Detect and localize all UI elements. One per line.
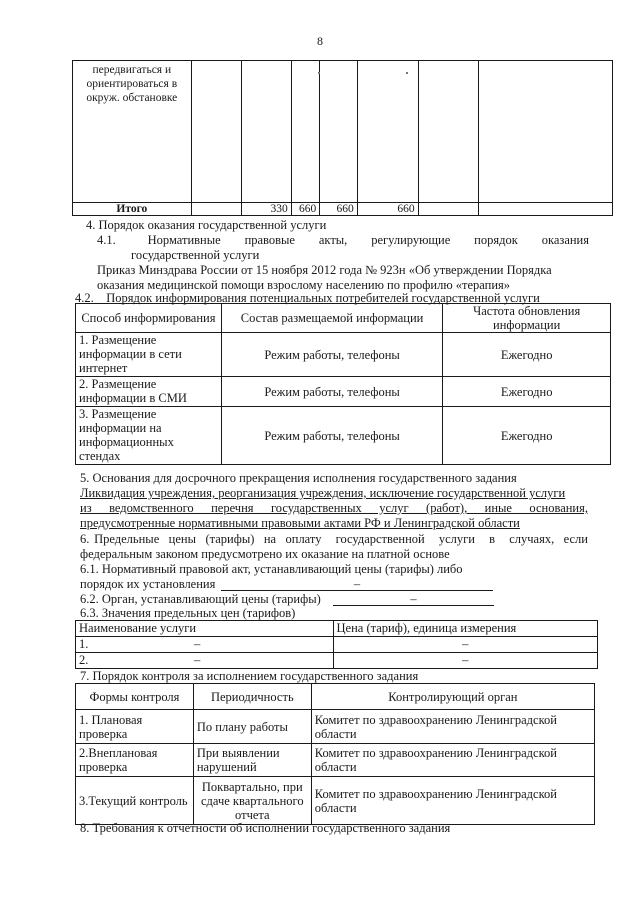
price-table	[75, 620, 598, 669]
table-row	[76, 637, 334, 653]
row-number: 1.	[79, 637, 89, 651]
section6-line1: 6. Предельные цены (тарифы) на оплату государственной услуги в случаях, если	[80, 532, 588, 546]
table-cell	[479, 203, 613, 216]
table-cell	[418, 61, 479, 203]
info-content: Режим работы, телефоны	[221, 333, 442, 377]
column-header: Способ информирования	[76, 304, 222, 333]
section41-line1: 4.1. Нормативные правовые акты, регулирующие порядок оказания	[97, 233, 589, 247]
section61-value: –	[221, 577, 493, 591]
total-value: 660	[291, 203, 320, 216]
info-frequency: Ежегодно	[443, 377, 611, 407]
control-organ: Комитет по здравоохранению Ленинградской области	[311, 744, 594, 777]
table-cell	[241, 61, 291, 203]
indicators-table	[72, 60, 613, 216]
table-cell	[291, 61, 320, 203]
section5-line3: предусмотренные нормативными правовыми актами РФ и Ленинградской области	[80, 516, 520, 530]
column-header: Периодичность	[193, 684, 311, 710]
control-period: Поквартально, при сдаче квартального отчета	[193, 777, 311, 825]
info-method: 2. Размещение информации в СМИ	[76, 377, 222, 407]
control-period: При выявлении нарушений	[193, 744, 311, 777]
info-content: Режим работы, телефоны	[221, 407, 442, 465]
table-cell	[479, 61, 613, 203]
column-header: Контролирующий орган	[311, 684, 594, 710]
info-frequency: Ежегодно	[443, 333, 611, 377]
order-line2: оказания медицинской помощи взрослому населению по профилю «терапия»	[97, 278, 511, 292]
section62-value: –	[333, 592, 494, 606]
page-number: 8	[317, 34, 323, 48]
column-header: Цена (тариф), единица измерения	[333, 621, 597, 637]
total-label: Итого	[73, 203, 192, 216]
table-cell	[191, 203, 241, 216]
section5-line2: из ведомственного перечня государственных услуг (работ), иные основания,	[80, 501, 588, 515]
column-header: Формы контроля	[76, 684, 194, 710]
table-cell	[418, 203, 479, 216]
section62-label: 6.2. Орган, устанавливающий цены (тарифы)	[80, 592, 321, 606]
section61-line1: 6.1. Нормативный правовой акт, устанавливающий цены (тарифы) либо	[80, 562, 463, 576]
indicator-label: передвигаться и ориентироваться в окруж. обстановке	[73, 61, 192, 203]
info-table	[75, 303, 611, 465]
section63-label: 6.3. Значения предельных цен (тарифов)	[80, 606, 296, 620]
section61-line2: порядок их установления	[80, 577, 216, 591]
service-name: –	[194, 637, 201, 651]
control-period: По плану работы	[193, 710, 311, 744]
service-name: –	[194, 653, 201, 667]
section4-heading: 4. Порядок оказания государственной услуги	[86, 218, 327, 232]
info-content: Режим работы, телефоны	[221, 377, 442, 407]
section5-heading: 5. Основания для досрочного прекращения исполнения государственного задания	[80, 471, 517, 485]
section7-heading: 7. Порядок контроля за исполнением государственного задания	[80, 669, 419, 683]
column-header: Частота обновления информации	[443, 304, 611, 333]
section5-line1: Ликвидация учреждения, реорганизация учреждения, исключение государственной услуги	[80, 486, 566, 500]
section41-line2: государственной услуги	[131, 248, 260, 262]
control-form: 2.Внеплановая проверка	[76, 744, 194, 777]
column-header: Состав размещаемой информации	[221, 304, 442, 333]
info-method: 1. Размещение информации в сети интернет	[76, 333, 222, 377]
order-line1: Приказ Минздрава России от 15 ноября 2012 года № 923н «Об утверждении Порядка	[97, 263, 552, 277]
column-header: Наименование услуги	[76, 621, 334, 637]
row-number: 2.	[79, 653, 89, 667]
total-value: 330	[241, 203, 291, 216]
control-organ: Комитет по здравоохранению Ленинградской области	[311, 777, 594, 825]
section6-line2: федеральным законом предусмотрено их оказание на платной основе	[80, 547, 450, 561]
section42-heading: 4.2. Порядок информирования потенциальных потребителей государственной услуги	[75, 291, 540, 305]
total-value: 660	[320, 203, 357, 216]
control-form: 3.Текущий контроль	[76, 777, 194, 825]
service-price: –	[333, 653, 597, 669]
table-cell	[191, 61, 241, 203]
scan-speck	[318, 72, 320, 74]
table-cell	[357, 61, 418, 203]
info-method: 3. Размещение информации на информационных стендах	[76, 407, 222, 465]
info-frequency: Ежегодно	[443, 407, 611, 465]
service-price: –	[333, 637, 597, 653]
scan-speck	[406, 72, 408, 74]
control-form: 1. Плановая проверка	[76, 710, 194, 744]
total-value: 660	[357, 203, 418, 216]
control-organ: Комитет по здравоохранению Ленинградской области	[311, 710, 594, 744]
table-row	[76, 653, 334, 669]
control-table	[75, 683, 595, 825]
table-cell	[320, 61, 357, 203]
section8-heading: 8. Требования к отчетности об исполнении государственного задания	[80, 821, 451, 835]
